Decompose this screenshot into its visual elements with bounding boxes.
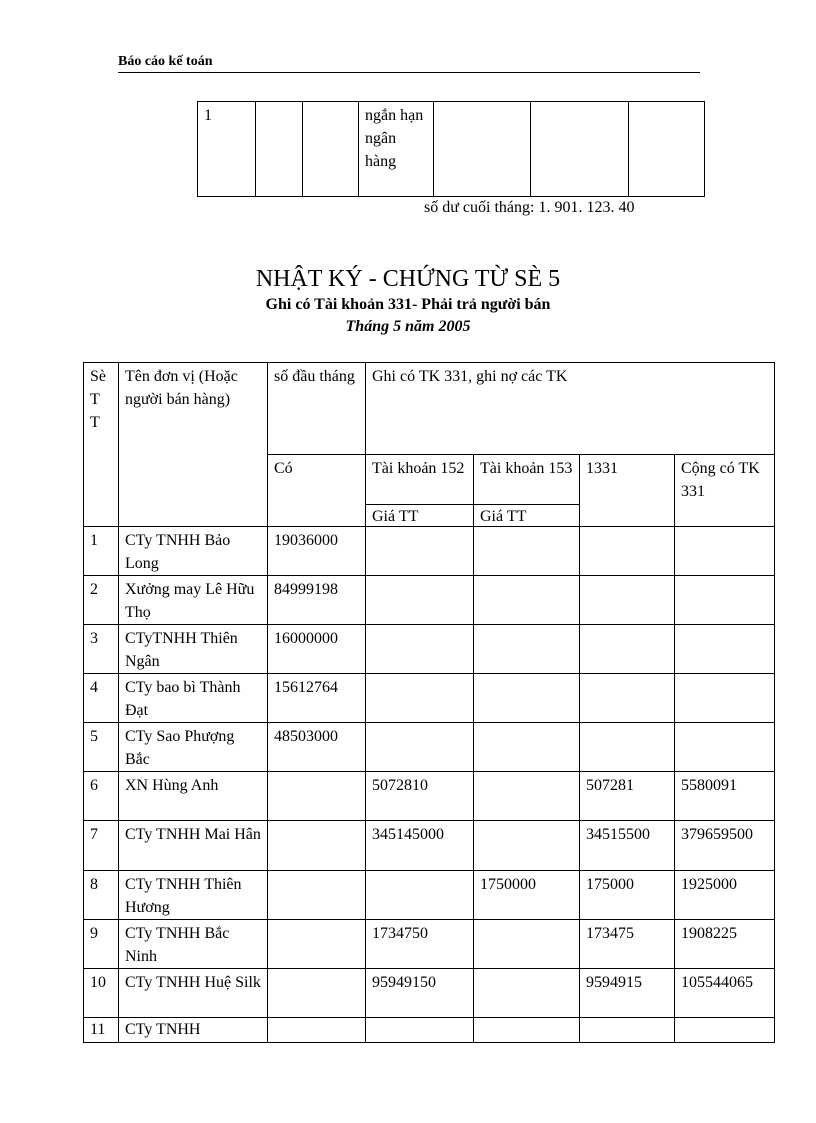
table-cell: CTy TNHH Mai Hân xyxy=(119,821,268,871)
table-cell xyxy=(474,625,580,674)
table-cell: 1 xyxy=(84,527,119,576)
table-cell: CTy bao bì Thành Đạt xyxy=(119,674,268,723)
table-cell xyxy=(675,723,775,772)
table-cell xyxy=(268,772,366,821)
journal-table xyxy=(83,362,775,1043)
table-cell: 6 xyxy=(84,772,119,821)
table-cell xyxy=(675,674,775,723)
table-cell: 507281 xyxy=(580,772,675,821)
table-cell: 1750000 xyxy=(474,871,580,920)
table-cell: 105544065 xyxy=(675,969,775,1018)
table-cell: 19036000 xyxy=(268,527,366,576)
table-cell: 8 xyxy=(84,871,119,920)
table-cell xyxy=(474,1018,580,1043)
table-cell: CTyTNHH Thiên Ngân xyxy=(119,625,268,674)
table-cell xyxy=(474,920,580,969)
table-cell xyxy=(580,576,675,625)
table-cell xyxy=(366,871,474,920)
header-unit: Tên đơn vị (Hoặc người bán hàng) xyxy=(119,363,268,527)
header-price-152: Giá TT xyxy=(366,505,474,527)
table-row xyxy=(84,871,775,920)
table-cell xyxy=(366,527,474,576)
table-cell xyxy=(268,871,366,920)
table-cell: 1734750 xyxy=(366,920,474,969)
table-cell xyxy=(256,102,303,197)
table-cell xyxy=(268,1018,366,1043)
table-row xyxy=(84,576,775,625)
table-cell xyxy=(675,625,775,674)
header-credit-group: Ghi có TK 331, ghi nợ các TK xyxy=(366,363,775,455)
table-cell: 15612764 xyxy=(268,674,366,723)
table-cell xyxy=(580,527,675,576)
header-tk152: Tài khoản 152 xyxy=(366,455,474,505)
table-row xyxy=(84,723,775,772)
page-title: NHẬT KÝ - CHỨNG TỪ SÈ 5 xyxy=(255,266,561,292)
table-cell: 16000000 xyxy=(268,625,366,674)
table-cell: 34515500 xyxy=(580,821,675,871)
table-cell: 175000 xyxy=(580,871,675,920)
table-cell xyxy=(366,625,474,674)
table-cell: 48503000 xyxy=(268,723,366,772)
table-cell xyxy=(268,969,366,1018)
table-cell: CTy TNHH Bắc Ninh xyxy=(119,920,268,969)
table-row xyxy=(84,772,775,821)
table-cell xyxy=(675,576,775,625)
table-cell: 10 xyxy=(84,969,119,1018)
table-cell: ngắn hạn ngân hàng xyxy=(359,102,434,197)
header-row xyxy=(84,363,775,455)
header-tk1331: 1331 xyxy=(580,455,675,527)
table-cell: CTy Sao Phượng Bắc xyxy=(119,723,268,772)
table-cell: 9594915 xyxy=(580,969,675,1018)
table-cell: XN Hùng Anh xyxy=(119,772,268,821)
table-cell: 5 xyxy=(84,723,119,772)
table-row xyxy=(84,527,775,576)
closing-balance: số dư cuối tháng: 1. 901. 123. 40 xyxy=(424,199,635,216)
table-cell: CTy TNHH Huệ Silk xyxy=(119,969,268,1018)
table-cell xyxy=(366,674,474,723)
continuation-table xyxy=(197,101,705,197)
table-row xyxy=(84,969,775,1018)
header-tk153: Tài khoản 153 xyxy=(474,455,580,505)
table-cell xyxy=(366,723,474,772)
table-cell xyxy=(675,527,775,576)
table-cell: 1 xyxy=(198,102,256,197)
table-cell: 1925000 xyxy=(675,871,775,920)
table-cell xyxy=(366,1018,474,1043)
header-title: Báo cáo kế toán xyxy=(118,54,213,69)
table-cell xyxy=(434,102,531,197)
table-cell xyxy=(474,969,580,1018)
table-cell xyxy=(580,1018,675,1043)
table-cell xyxy=(474,723,580,772)
table-cell xyxy=(675,1018,775,1043)
table-cell xyxy=(474,674,580,723)
table-cell xyxy=(580,674,675,723)
header-co: Có xyxy=(268,455,366,527)
header-opening: số đầu tháng xyxy=(268,363,366,455)
table-cell xyxy=(580,625,675,674)
header-stt: Sè T T xyxy=(84,363,119,527)
table-cell: 9 xyxy=(84,920,119,969)
table-cell: 11 xyxy=(84,1018,119,1043)
header-price-153: Giá TT xyxy=(474,505,580,527)
table-cell xyxy=(531,102,629,197)
table-cell xyxy=(580,723,675,772)
table-row xyxy=(84,1018,775,1043)
table-cell: 345145000 xyxy=(366,821,474,871)
table-cell xyxy=(303,102,359,197)
header-total: Cộng có TK 331 xyxy=(675,455,775,527)
table-cell xyxy=(268,821,366,871)
table-cell: 379659500 xyxy=(675,821,775,871)
table-cell: Xưởng may Lê Hữu Thọ xyxy=(119,576,268,625)
table-row xyxy=(198,102,705,197)
table-cell: 4 xyxy=(84,674,119,723)
table-cell: 1908225 xyxy=(675,920,775,969)
table-cell xyxy=(366,576,474,625)
page-period: Tháng 5 năm 2005 xyxy=(345,318,471,335)
table-row xyxy=(84,674,775,723)
table-cell xyxy=(629,102,705,197)
page-header xyxy=(118,52,700,73)
table-cell: 3 xyxy=(84,625,119,674)
table-cell xyxy=(474,576,580,625)
table-row xyxy=(84,920,775,969)
table-cell: 95949150 xyxy=(366,969,474,1018)
table-row xyxy=(84,821,775,871)
table-cell: 5580091 xyxy=(675,772,775,821)
table-cell: 173475 xyxy=(580,920,675,969)
table-cell: 7 xyxy=(84,821,119,871)
table-cell: CTy TNHH xyxy=(119,1018,268,1043)
table-cell xyxy=(474,527,580,576)
table-row xyxy=(84,625,775,674)
table-cell: CTy TNHH Thiên Hương xyxy=(119,871,268,920)
table-cell: 84999198 xyxy=(268,576,366,625)
table-cell xyxy=(268,920,366,969)
table-cell: CTy TNHH Bảo Long xyxy=(119,527,268,576)
page-subtitle: Ghi có Tài khoản 331- Phải trả người bán xyxy=(265,296,551,313)
table-cell xyxy=(474,821,580,871)
table-cell xyxy=(474,772,580,821)
table-cell: 2 xyxy=(84,576,119,625)
table-cell: 5072810 xyxy=(366,772,474,821)
